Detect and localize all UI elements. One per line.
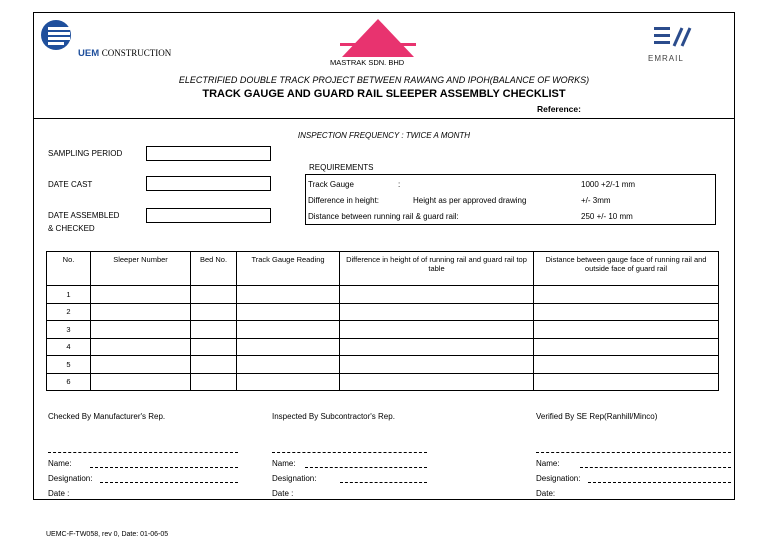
page-title: TRACK GAUGE AND GUARD RAIL SLEEPER ASSEMBLY CHECKLIST xyxy=(202,88,566,100)
sig2-signature-line[interactable] xyxy=(272,452,427,453)
req-distance-value: 250 +/- 10 mm xyxy=(581,212,633,221)
table-cell[interactable] xyxy=(237,321,340,339)
table-cell[interactable] xyxy=(340,321,534,339)
table-cell[interactable] xyxy=(340,356,534,374)
table-cell[interactable] xyxy=(191,373,237,391)
sig2-date-label: Date : xyxy=(272,489,294,498)
header-height-difference: Difference in height of of running rail and guard rail top table xyxy=(340,252,534,286)
table-row xyxy=(47,286,719,304)
sig2-designation-field[interactable] xyxy=(340,482,427,483)
sig1-name-field[interactable] xyxy=(90,467,238,468)
requirements-title: REQUIREMENTS xyxy=(309,163,374,172)
sig1-name-label: Name: xyxy=(48,459,72,468)
table-cell[interactable] xyxy=(191,356,237,374)
sig3-title: Verified By SE Rep(Ranhill/Minco) xyxy=(536,412,658,421)
req-track-gauge-label: Track Gauge xyxy=(308,180,354,189)
inspection-frequency: INSPECTION FREQUENCY : TWICE A MONTH xyxy=(297,131,471,140)
table-cell[interactable] xyxy=(534,321,719,339)
table-cell[interactable] xyxy=(237,338,340,356)
doc-code: UEMC-F-TW058, rev 0, Date: 01-06-05 xyxy=(46,531,169,538)
date-assembled-field[interactable] xyxy=(146,208,271,223)
table-cell[interactable] xyxy=(237,286,340,304)
row-number: 6 xyxy=(47,373,91,391)
sig3-name-label: Name: xyxy=(536,459,560,468)
table-cell[interactable] xyxy=(237,356,340,374)
emrail-name: EMRAIL xyxy=(648,54,684,63)
sig3-designation-label: Designation: xyxy=(536,474,581,483)
row-number: 3 xyxy=(47,321,91,339)
uem-logo-text xyxy=(78,48,171,59)
sampling-period-label: SAMPLING PERIOD xyxy=(48,149,123,158)
req-height-value: +/- 3mm xyxy=(581,196,611,205)
table-cell[interactable] xyxy=(91,286,191,304)
sig3-designation-field[interactable] xyxy=(588,482,731,483)
sig1-signature-line[interactable] xyxy=(48,452,238,453)
sampling-period-field[interactable] xyxy=(146,146,271,161)
row-number: 1 xyxy=(47,286,91,304)
sig1-title: Checked By Manufacturer's Rep. xyxy=(48,412,166,421)
table-row xyxy=(47,303,719,321)
table-cell[interactable] xyxy=(91,303,191,321)
header-divider xyxy=(33,118,735,119)
project-title: ELECTRIFIED DOUBLE TRACK PROJECT BETWEEN RAWANG AND IPOH(BALANCE OF WORKS) xyxy=(178,75,590,85)
table-cell[interactable] xyxy=(191,303,237,321)
table-cell[interactable] xyxy=(237,373,340,391)
table-cell[interactable] xyxy=(534,373,719,391)
sig1-designation-field[interactable] xyxy=(100,482,238,483)
req-height-label: Difference in height: xyxy=(308,196,380,205)
date-checked-label: & CHECKED xyxy=(48,224,95,233)
table-cell[interactable] xyxy=(237,303,340,321)
table-cell[interactable] xyxy=(191,338,237,356)
row-number: 4 xyxy=(47,338,91,356)
header-distance: Distance between gauge face of running rail and outside face of guard rail xyxy=(534,252,719,286)
table-cell[interactable] xyxy=(191,286,237,304)
sig2-designation-label: Designation: xyxy=(272,474,317,483)
table-cell[interactable] xyxy=(340,286,534,304)
table-cell[interactable] xyxy=(534,338,719,356)
table-cell[interactable] xyxy=(534,356,719,374)
uem-brand: UEM xyxy=(78,48,100,59)
table-cell[interactable] xyxy=(340,338,534,356)
sig1-date-label: Date : xyxy=(48,489,70,498)
row-number: 5 xyxy=(47,356,91,374)
sig3-date-label: Date: xyxy=(536,489,556,498)
table-row xyxy=(47,356,719,374)
table-cell[interactable] xyxy=(534,286,719,304)
table-row xyxy=(47,338,719,356)
emrail-logo-icon xyxy=(652,24,692,52)
date-assembled-label: DATE ASSEMBLED xyxy=(48,211,120,220)
table-cell[interactable] xyxy=(91,338,191,356)
table-cell[interactable] xyxy=(91,373,191,391)
sig3-name-field[interactable] xyxy=(580,467,731,468)
table-cell[interactable] xyxy=(191,321,237,339)
date-cast-label: DATE CAST xyxy=(48,180,93,189)
req-track-gauge-sep: : xyxy=(398,180,401,189)
header-track-gauge: Track Gauge Reading xyxy=(237,252,340,286)
req-height-detail: Height as per approved drawing xyxy=(413,196,527,205)
table-header-row xyxy=(47,252,719,286)
reference-label: Reference: xyxy=(537,104,581,114)
sleeper-table xyxy=(46,251,719,391)
sig2-title: Inspected By Subcontractor's Rep. xyxy=(272,412,395,421)
req-distance-label: Distance between running rail & guard rail: xyxy=(308,212,459,221)
header-bed-no: Bed No. xyxy=(191,252,237,286)
header-sleeper-number: Sleeper Number xyxy=(91,252,191,286)
sig2-name-label: Name: xyxy=(272,459,296,468)
table-cell[interactable] xyxy=(91,321,191,339)
mastrak-logo-icon xyxy=(340,18,416,58)
table-cell[interactable] xyxy=(91,356,191,374)
uem-name: CONSTRUCTION xyxy=(101,48,172,58)
table-cell[interactable] xyxy=(340,373,534,391)
header-no: No. xyxy=(47,252,91,286)
uem-logo-icon xyxy=(38,18,76,52)
table-row xyxy=(47,373,719,391)
row-number: 2 xyxy=(47,303,91,321)
table-row xyxy=(47,321,719,339)
sig1-designation-label: Designation: xyxy=(48,474,93,483)
sig3-signature-line[interactable] xyxy=(536,452,731,453)
table-cell[interactable] xyxy=(534,303,719,321)
mastrak-name: MASTRAK SDN. BHD xyxy=(330,58,405,67)
req-track-gauge-value: 1000 +2/-1 mm xyxy=(581,180,636,189)
table-cell[interactable] xyxy=(340,303,534,321)
date-cast-field[interactable] xyxy=(146,176,271,191)
sig2-name-field[interactable] xyxy=(305,467,427,468)
